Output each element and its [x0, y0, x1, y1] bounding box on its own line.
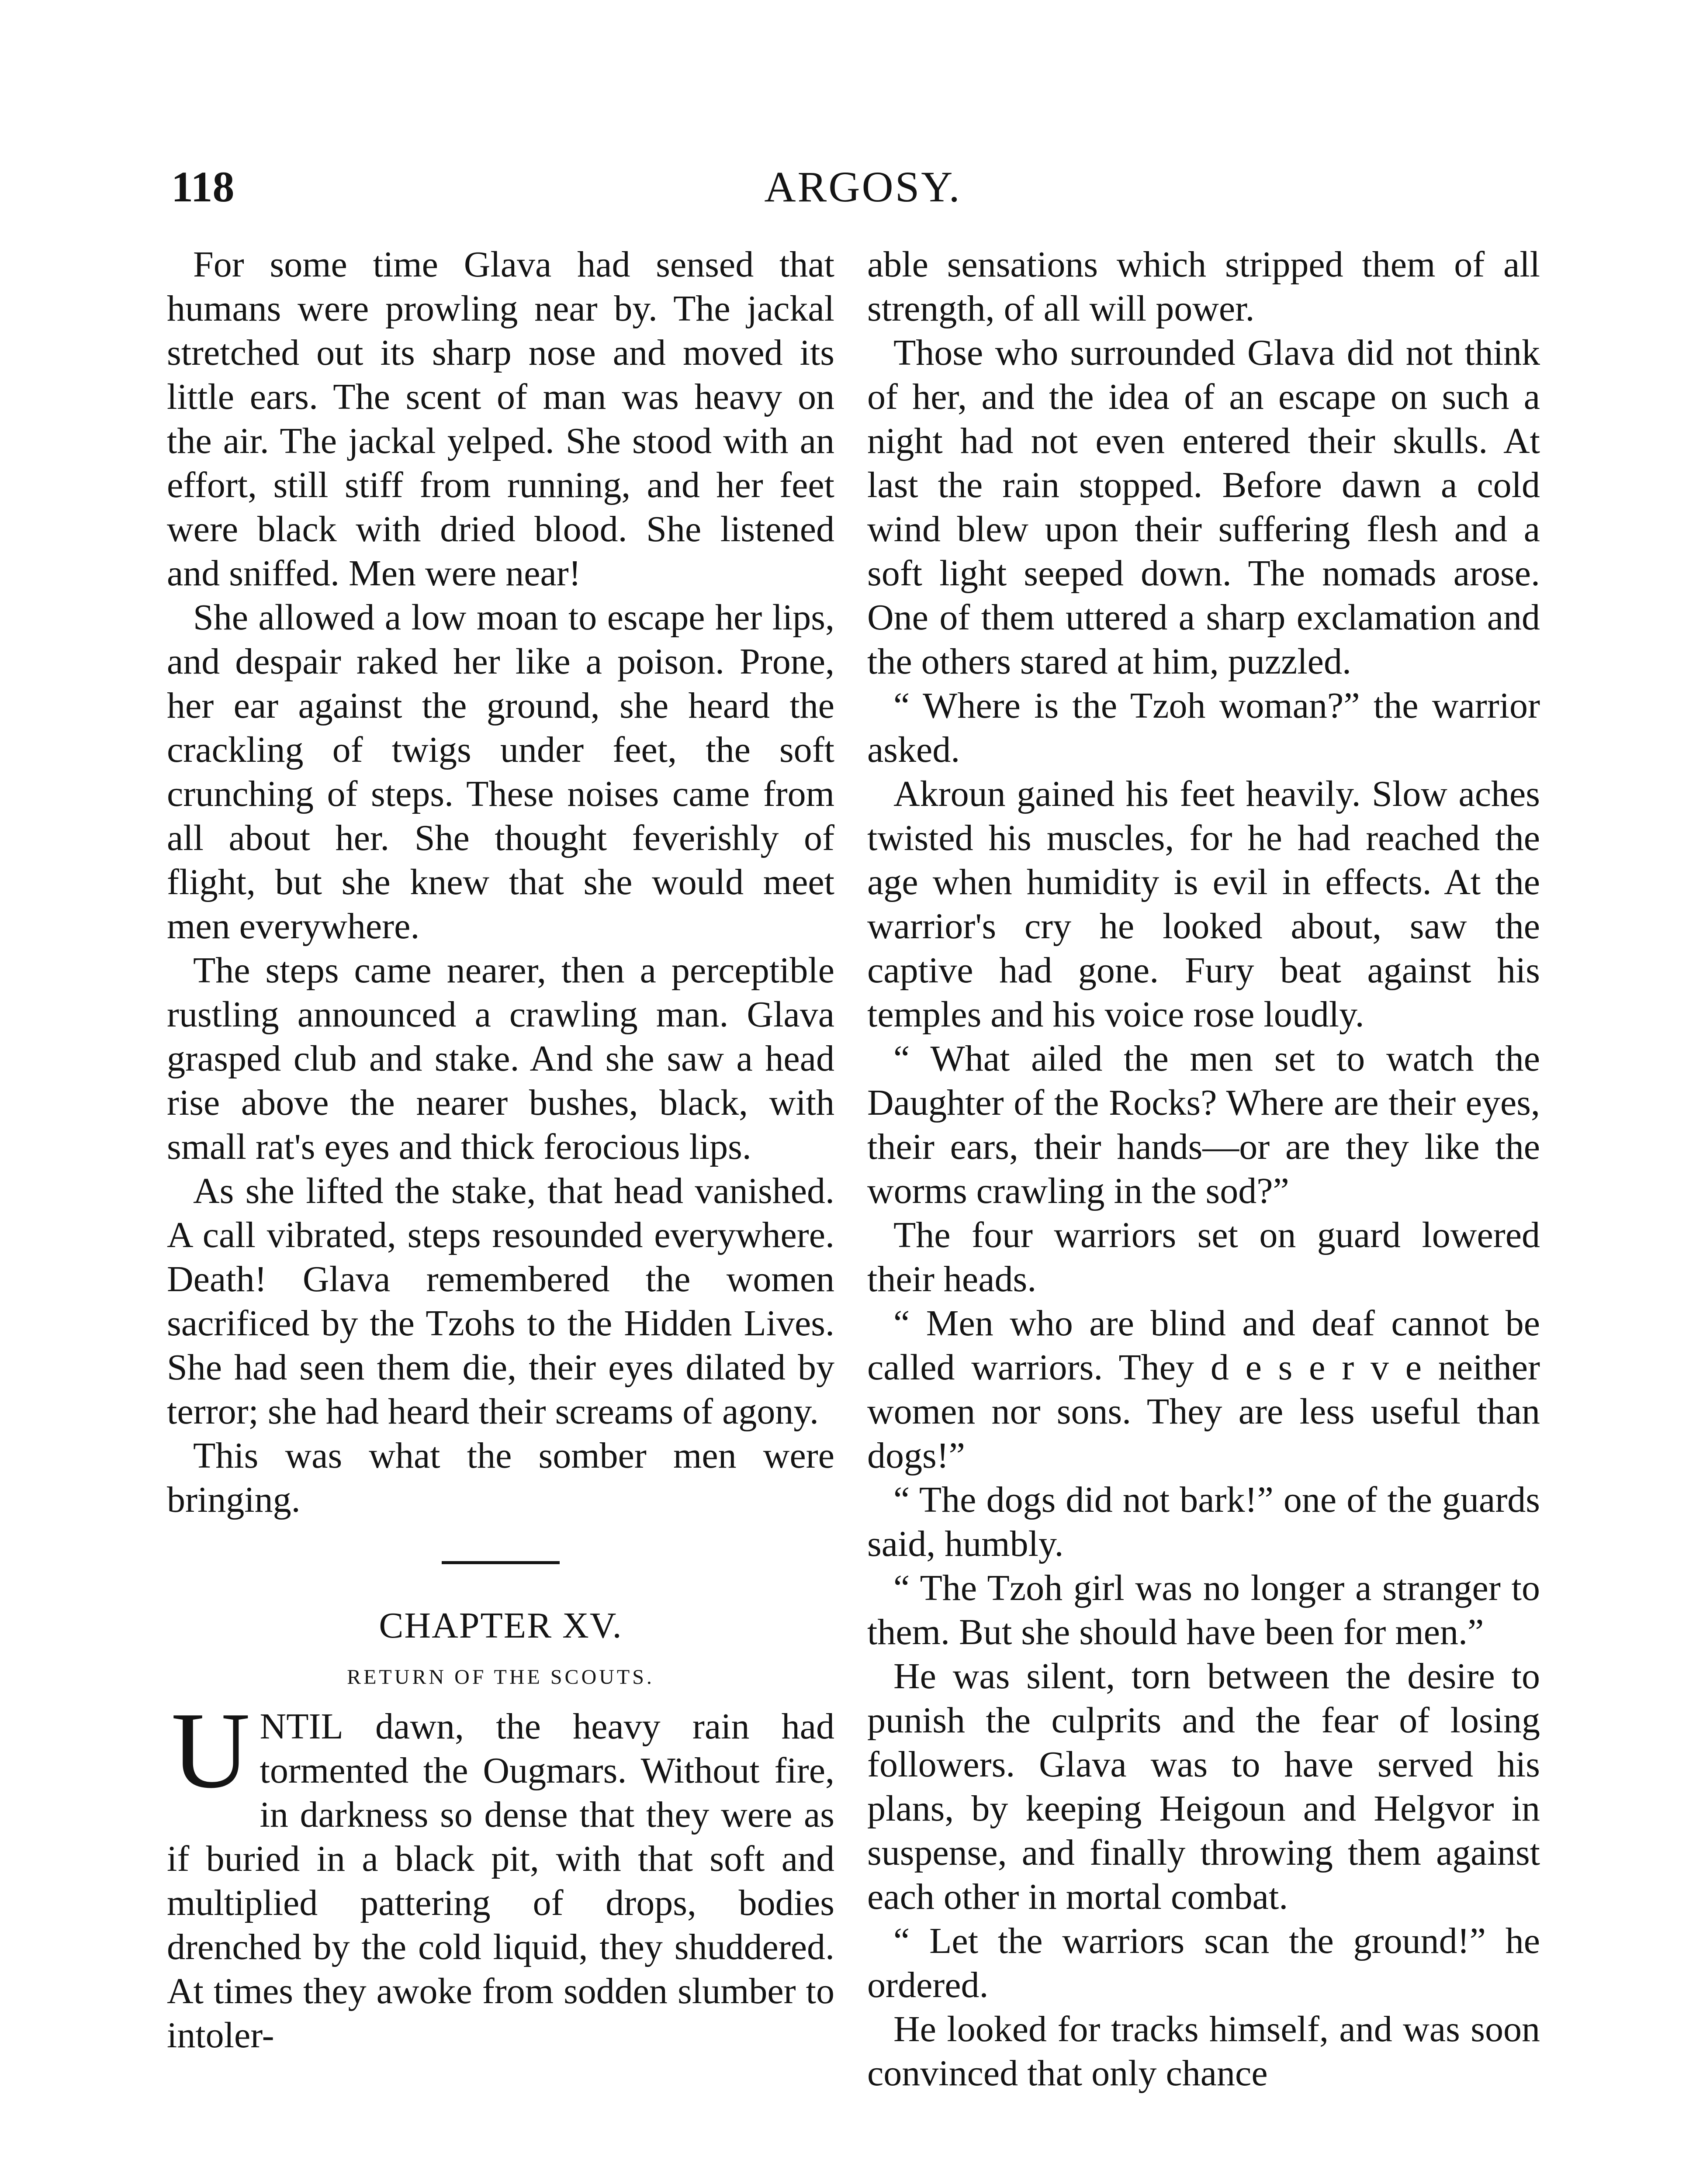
right-column [867, 242, 1540, 2095]
paragraph: The four warriors set on guard lowered their heads. [867, 1215, 1540, 1299]
paragraph: “ Men who are blind and deaf cannot be called warriors. They d e s e r v e neither women nor sons. They are less useful than dogs!” [867, 1303, 1540, 1476]
paragraph: “ The dogs did not bark!” one of the guards said, humbly. [867, 1479, 1540, 1564]
paragraph: Those who surrounded Glava did not think of her, and the idea of an escape on such a night had not even entered their skulls. At last the rain stopped. Before dawn a cold wind blew upon their suffering flesh and a soft light seeped down. The nomads arose. One of them uttered a sharp exclamation and the others stared at him, puzzled. [867, 332, 1540, 682]
paragraph: “ Let the warriors scan the ground!” he ordered. [867, 1921, 1540, 2005]
paragraph: He looked for tracks himself, and was soon convinced that only chance [867, 2009, 1540, 2094]
paragraph: She allowed a low moan to escape her lips, and despair raked her like a poison. Prone, her ear against the ground, she heard the crackling of twigs under feet, the soft crunching of steps. These noises came from all about her. She thought feverishly of flight, but she knew that she would meet men everywhere. [167, 597, 834, 947]
section-separator [442, 1561, 560, 1564]
page-number: 118 [171, 162, 235, 211]
paragraph: “ Where is the Tzoh woman?” the warrior asked. [867, 685, 1540, 770]
chapter-opening-paragraph [167, 1690, 834, 2057]
chapter-title: CHAPTER XV. [379, 1605, 623, 1646]
paragraph: He was silent, torn between the desire to punish the culprits and the fear of losing followers. Glava was to have served his plans, by keeping Heigoun and Helgvor in suspense, and finally throwing them against each other in mortal combat. [867, 1656, 1540, 1917]
opening-text: dawn, the heavy rain had tormented the Ougmars. Without fire, in darkness so dense that they were as if buried in a black pit, with that soft and multiplied pattering of drops, bodies drenched by the cold liquid, they shuddered. At times they awoke from sodden slumber to intoler- [167, 1706, 834, 2056]
opening-word: NTIL [260, 1706, 343, 1747]
running-head: ARGOSY. [764, 162, 962, 211]
left-column [167, 242, 834, 2057]
paragraph: “ What ailed the men set to watch the Daughter of the Rocks? Where are their eyes, their ears, their hands—or are they like the worms crawling in the sod?” [867, 1038, 1540, 1211]
paragraph: “ The Tzoh girl was no longer a stranger to them. But she should have been for men.” [867, 1568, 1540, 1652]
paragraph: able sensations which stripped them of all strength, of all will power. [867, 244, 1540, 329]
paragraph: This was what the somber men were bringing. [167, 1435, 834, 1520]
paragraph: Akroun gained his feet heavily. Slow aches twisted his muscles, for he had reached the age when humidity is evil in effects. At the warrior's cry he looked about, saw the captive had gone. Fury beat against his temples and his voice rose loudly. [867, 774, 1540, 1035]
paragraph: As she lifted the stake, that head vanished. A call vibrated, steps resounded everywhere. Death! Glava remembered the women sacrificed by the Tzohs to the Hidden Lives. She had seen them die, their eyes dilated by terror; she had heard their screams of agony. [167, 1171, 834, 1432]
paragraph: For some time Glava had sensed that humans were prowling near by. The jackal stretched out its sharp nose and moved its little ears. The scent of man was heavy on the air. The jackal yelped. She stood with an effort, still stiff from running, and her feet were black with dried blood. She listened and sniffed. Men were near! [167, 244, 834, 594]
chapter-subtitle: RETURN OF THE SCOUTS. [347, 1666, 654, 1689]
drop-cap: U [171, 1690, 250, 1811]
paragraph: The steps came nearer, then a perceptible rustling announced a crawling man. Glava grasped club and stake. And she saw a head rise above the nearer bushes, black, with small rat's eyes and thick ferocious lips. [167, 950, 834, 1167]
